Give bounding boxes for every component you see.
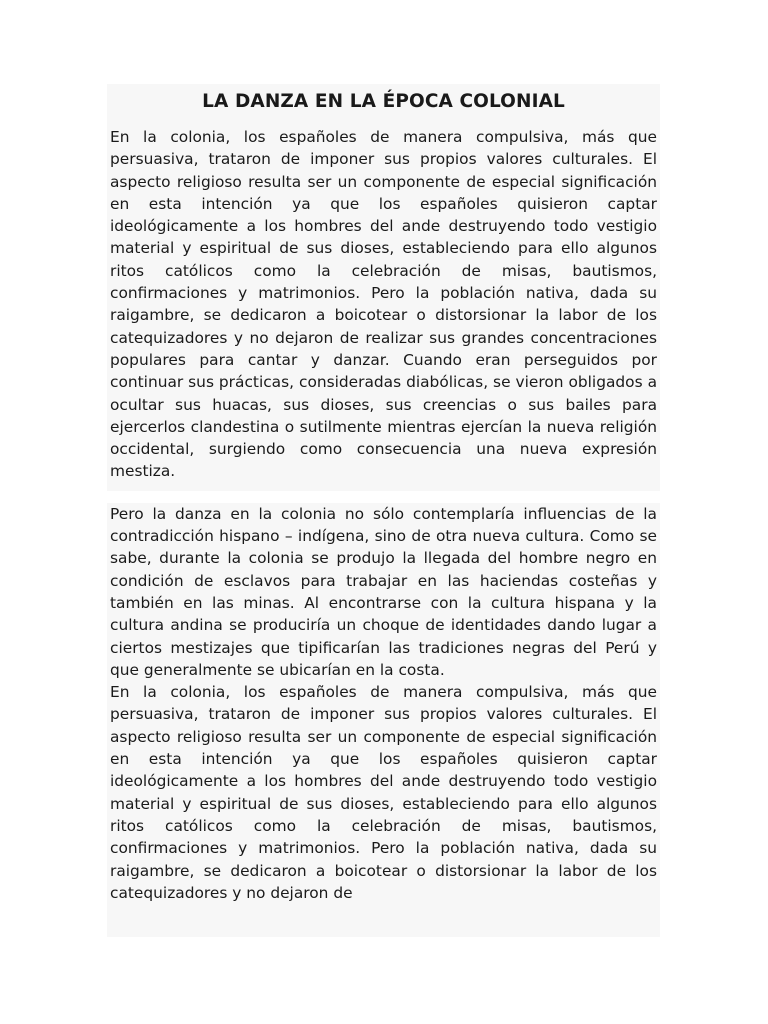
- paragraph-2: Pero la danza en la colonia no sólo contemplaría influencias de la contradicción hispano – indígena, sino de otra nueva cultura. Como se sabe, durante la colonia se produjo la llegada del hombre negro en condición de esclavos para trabajar en las haciendas costeñas y también en las minas. Al encontrarse con la cultura hispana y la cultura andina se produciría un choque de identidades dando lugar a ciertos mestizajes que tipificarían las tradiciones negras del Perú y que generalmente se ubicarían en la costa.: [110, 504, 657, 679]
- paragraph-3: En la colonia, los españoles de manera compulsiva, más que persuasiva, trataron de imponer sus propios valores culturales. El aspecto religioso resulta ser un componente de especial significación en esta intención ya que los españoles quisieron captar ideológicamente a los hombres del ande destruyendo todo vestigio material y espiritual de sus dioses, estableciendo para ello algunos ritos católicos como la celebración de misas, bautismos, confirmaciones y matrimonios. Pero la población nativa, dada su raigambre, se dedicaron a boicotear o distorsionar la labor de los catequizadores y no dejaron de: [110, 683, 657, 902]
- document-title: LA DANZA EN LA ÉPOCA COLONIAL: [202, 91, 565, 112]
- section-gap: [107, 491, 660, 503]
- document-page: [107, 84, 660, 937]
- second-section: [107, 503, 660, 937]
- first-section: [107, 84, 660, 491]
- paragraph-1: En la colonia, los españoles de manera compulsiva, más que persuasiva, trataron de imponer sus propios valores culturales. El aspecto religioso resulta ser un componente de especial significación en esta intención ya que los españoles quisieron captar ideológicamente a los hombres del ande destruyendo todo vestigio material y espiritual de sus dioses, estableciendo para ello algunos ritos católicos como la celebración de misas, bautismos, confirmaciones y matrimonios. Pero la población nativa, dada su raigambre, se dedicaron a boicotear o distorsionar la labor de los catequizadores y no dejaron de realizar sus grandes concentraciones populares para cantar y danzar. Cuando eran perseguidos por continuar sus prácticas, consideradas diabólicas, se vieron obligados a ocultar sus huacas, sus dioses, sus creencias o sus bailes para ejercerlos clandestina o sutilmente mientras ejercían la nueva religión occidental, surgiendo como consecuencia una nueva expresión mestiza.: [110, 128, 657, 481]
